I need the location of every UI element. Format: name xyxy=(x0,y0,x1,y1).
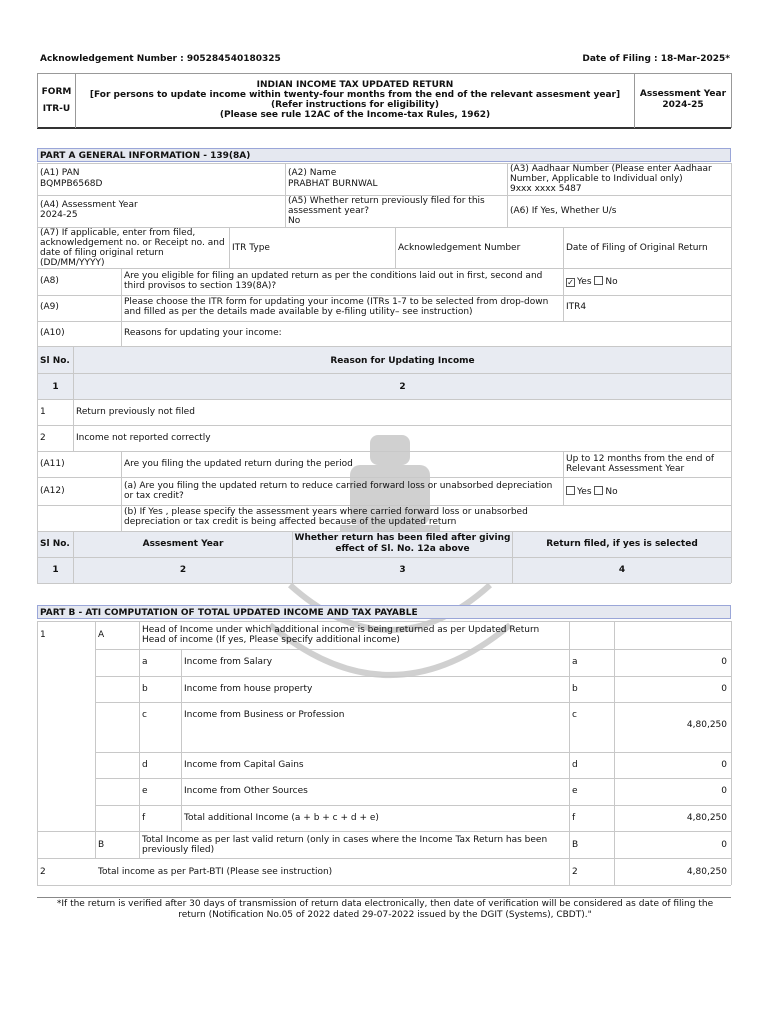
ay-table-num2: 2 xyxy=(179,565,187,575)
a12-no-label: No xyxy=(605,487,618,497)
income-item-key: b xyxy=(142,684,148,694)
income-item-value: 0 xyxy=(721,786,727,796)
income-item-label: Income from Salary xyxy=(184,657,273,667)
a5-label: (A5) Whether return previously filed for this assessment year? xyxy=(288,196,485,216)
part-b-rowB-code: B xyxy=(572,840,579,850)
a12-no-checkbox[interactable] xyxy=(594,486,603,495)
income-item-code: e xyxy=(572,786,578,796)
reason-row-no: 2 xyxy=(40,433,46,443)
ay-table-year-header: Assesment Year xyxy=(142,539,224,549)
reason-table-slno-header: Sl No. xyxy=(40,356,70,366)
ay-table-num4: 4 xyxy=(618,565,626,575)
a12-yes-checkbox[interactable] xyxy=(566,486,575,495)
date-of-filing: Date of Filing : 18-Mar-2025* xyxy=(582,54,730,64)
income-item-label: Income from Capital Gains xyxy=(184,760,304,770)
a9-itr-value: ITR4 xyxy=(566,302,587,312)
part-b-row1-no: 1 xyxy=(40,630,46,640)
a12b-question: (b) If Yes , please specify the assessment years where carried forward loss or unabsorbed depreciation or tax credit is being affected because of the updated return xyxy=(124,507,528,527)
income-item-key: e xyxy=(142,786,148,796)
income-item-value: 4,80,250 xyxy=(686,720,727,730)
a9-label: (A9) xyxy=(40,302,59,312)
a4-label: (A4) Assessment Year xyxy=(40,200,138,210)
a6-label: (A6) If Yes, Whether U/s xyxy=(510,206,617,216)
part-b-row2-code: 2 xyxy=(572,867,578,877)
a8-no-checkbox[interactable] xyxy=(594,276,603,285)
income-item-value: 0 xyxy=(721,760,727,770)
a8-no-label: No xyxy=(605,277,618,287)
a8-options xyxy=(566,276,618,288)
income-item-code: f xyxy=(572,813,576,823)
a9-question: Please choose the ITR form for updating your income (ITRs 1-7 to be selected from drop-down and filled as per the details made available by e-filing utility– see instruction) xyxy=(124,297,549,317)
a1-pan-value: BQMPB6568D xyxy=(40,179,103,189)
a11-value: Up to 12 months from the end of Relevant Assessment Year xyxy=(566,454,715,474)
income-item-value: 0 xyxy=(721,684,727,694)
income-item-value: 0 xyxy=(721,657,727,667)
a11-label: (A11) xyxy=(40,459,65,469)
part-b-row2-text: Total income as per Part-BTI (Please see instruction) xyxy=(98,867,333,877)
form-title-line: (Refer instructions for eligibility) xyxy=(271,100,439,110)
ay-table-return-header: Return filed, if yes is selected xyxy=(546,539,698,549)
assessment-year-label: Assessment Year xyxy=(639,89,727,99)
a7-itr-type-header: ITR Type xyxy=(232,243,270,253)
reason-row-text: Income not reported correctly xyxy=(76,433,211,443)
ay-table-filed-header: Whether return has been filed after giving effect of Sl. No. 12a above xyxy=(294,533,511,554)
footnote: *If the return is verified after 30 days of transmission of return data electronically, then date of verification will be considered as date of filing the return (Notification No.05 of 2022 dated 29-07-2022 issued by the DGIT (Systems), CBDT)." xyxy=(56,899,714,920)
ay-table-num1: 1 xyxy=(52,565,59,575)
acknowledgement-number: Acknowledgement Number : 905284540180325 xyxy=(40,54,281,64)
reason-table-num1: 1 xyxy=(52,382,59,392)
a7-label: (A7) If applicable, enter from filed, acknowledgement no. or Receipt no. and date of filing original return (DD/MM/YYYY) xyxy=(40,228,225,268)
a1-label: (A1) PAN xyxy=(40,168,80,178)
income-item-code: b xyxy=(572,684,578,694)
a2-name-value: PRABHAT BURNWAL xyxy=(288,179,378,189)
income-item-code: c xyxy=(572,710,577,720)
income-item-label: Total additional Income (a + b + c + d + e) xyxy=(184,813,379,823)
assessment-year-value: 2024-25 xyxy=(662,100,704,110)
income-item-key: c xyxy=(142,710,147,720)
a12-options xyxy=(566,486,618,498)
a5-value: No xyxy=(288,216,301,226)
income-item-code: a xyxy=(572,657,578,667)
reason-table-reason-header: Reason for Updating Income xyxy=(330,356,475,366)
reason-table-num2: 2 xyxy=(399,382,406,392)
a2-label: (A2) Name xyxy=(288,168,337,178)
a12a-question: (a) Are you filing the updated return to reduce carried forward loss or unabsorbed depreciation or tax credit? xyxy=(124,481,553,501)
a3-aadhaar-value: 9xxx xxxx 5487 xyxy=(510,184,582,194)
part-b-row2-value: 4,80,250 xyxy=(686,867,727,877)
a10-question: Reasons for updating your income: xyxy=(124,328,282,338)
form-title-line: INDIAN INCOME TAX UPDATED RETURN xyxy=(256,80,454,90)
a7-ack-number-header: Acknowledgement Number xyxy=(398,243,521,253)
form-code: ITR-U xyxy=(42,104,71,114)
a12-label: (A12) xyxy=(40,486,65,496)
income-item-code: d xyxy=(572,760,578,770)
form-title xyxy=(76,80,634,120)
a8-label: (A8) xyxy=(40,276,59,286)
part-b-rowB-text: Total Income as per last valid return (only in cases where the Income Tax Return has been previously filed) xyxy=(142,835,548,855)
income-item-label: Income from house property xyxy=(184,684,313,694)
part-a-title: PART A GENERAL INFORMATION - 139(8A) xyxy=(37,148,731,162)
a11-question: Are you filing the updated return during the period xyxy=(124,459,353,469)
part-b-row1-text: Head of Income under which additional income is being returned as per Updated Return Head of income (If yes, Please specify additional income) xyxy=(142,625,540,645)
a8-yes-label: Yes xyxy=(577,277,592,287)
a12-yes-label: Yes xyxy=(577,487,592,497)
ay-table-slno-header: Sl No. xyxy=(40,539,70,549)
ay-table-num3: 3 xyxy=(399,565,406,575)
income-item-key: d xyxy=(142,760,148,770)
a7-date-header: Date of Filing of Original Return xyxy=(566,243,708,253)
a3-label: (A3) Aadhaar Number (Please enter Aadhaar Number, Applicable to Individual only) xyxy=(510,164,712,184)
form-title-line: (Please see rule 12AC of the Income-tax Rules, 1962) xyxy=(219,110,491,120)
part-b-row2-no: 2 xyxy=(40,867,46,877)
reason-row-text: Return previously not filed xyxy=(76,407,195,417)
income-item-key: a xyxy=(142,657,148,667)
income-item-value: 4,80,250 xyxy=(686,813,727,823)
form-title-line: [For persons to update income within twenty-four months from the end of the relevant assesment year] xyxy=(89,90,621,100)
income-item-label: Income from Business or Profession xyxy=(184,710,345,720)
a8-yes-checkbox[interactable]: ✓ xyxy=(567,278,574,287)
income-item-key: f xyxy=(142,813,146,823)
a10-label: (A10) xyxy=(40,328,65,338)
form-word: FORM xyxy=(41,87,72,97)
income-item-label: Income from Other Sources xyxy=(184,786,308,796)
part-b-row1-letter: A xyxy=(98,630,105,640)
a4-value: 2024-25 xyxy=(40,210,78,220)
reason-row-no: 1 xyxy=(40,407,46,417)
part-b-title: PART B - ATI COMPUTATION OF TOTAL UPDATED INCOME AND TAX PAYABLE xyxy=(37,605,731,619)
part-b-rowB-letter: B xyxy=(98,840,105,850)
a8-question: Are you eligible for filing an updated return as per the conditions laid out in first, second and third provisos to section 139(8A)? xyxy=(124,271,543,291)
part-b-rowB-value: 0 xyxy=(721,840,727,850)
